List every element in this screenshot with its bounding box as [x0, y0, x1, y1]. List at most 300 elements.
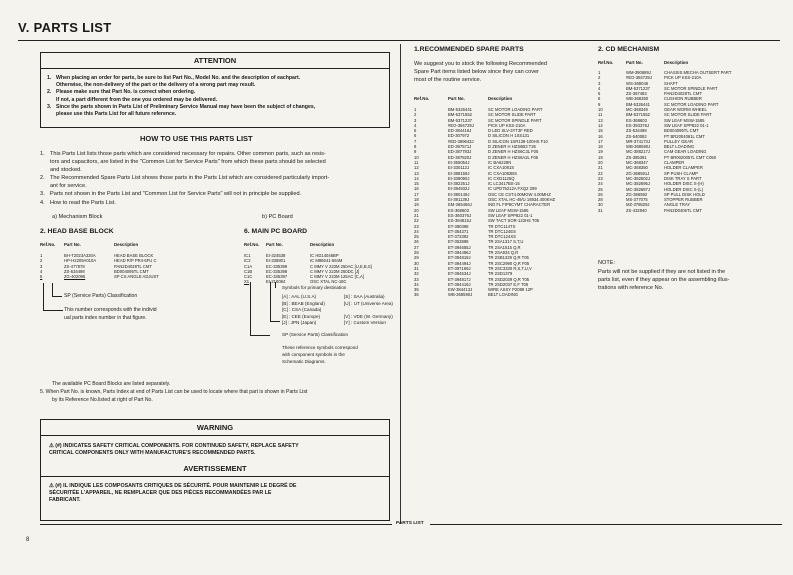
cell-ref: 4 [414, 122, 417, 128]
cell-ref: 29 [414, 255, 419, 261]
spare-intro-line: Spare Part items listed below since they can cover [414, 69, 539, 75]
item-number: 3. [40, 191, 45, 198]
cell-part: MC-382687J [626, 186, 650, 192]
cell-ref: 1 [40, 253, 43, 258]
cell-ref: 20 [598, 160, 603, 166]
cell-desc: CLAMPER [664, 160, 685, 166]
cell-ref: 19 [598, 154, 603, 160]
cell-part: ED-387783J [448, 149, 472, 155]
cell-desc: SW LEAF MSW-1585 [664, 117, 705, 123]
cell-ref: 4 [598, 85, 601, 91]
cell-part: WB-368590J [626, 144, 651, 150]
cell-part: EM-365466J [448, 202, 472, 208]
item-text: Parts not shown in the Parts List and "Common List for Service Parts" will not in principle be supplied. [50, 191, 302, 198]
cell-desc: TR DTC124XS [488, 234, 516, 240]
cell-desc: CAM GEAR LOADING [664, 149, 707, 155]
dest-item: [U] : UT (Universe Area) [344, 300, 393, 306]
ref-note-1: These reference symbols correspond [282, 345, 358, 350]
cell-ref: 28 [414, 250, 419, 256]
cell-ref: 30 [598, 202, 603, 208]
cell-ref: 6 [598, 96, 601, 102]
cell-desc: BD004095TL CMT [114, 268, 149, 274]
cell-desc: GEAR WORM WHEEL [664, 107, 707, 113]
howto-list [40, 150, 400, 207]
cell-desc: TR 2SD2039 Q,R T05 [488, 276, 530, 282]
cell-part: HP-H2209A010A [64, 258, 97, 264]
cell-part: ES-393376J [626, 122, 650, 128]
attention-box [40, 52, 390, 128]
cell-ref: 6 [414, 133, 417, 139]
dest-item: [V] : VDE (W. Germany) [344, 313, 393, 319]
item-number: 1. [40, 151, 45, 157]
cell-part: EI-394932J [448, 186, 470, 192]
column-header: Ref.No. [598, 60, 614, 65]
cell-ref: 32 [414, 271, 419, 277]
cell-part: EI-324538 [266, 253, 286, 258]
cell-desc: D SILICON H 1SS131 [488, 133, 530, 139]
cell-ref: 24 [598, 181, 603, 187]
cell-desc: TR 2SA934 Q,R [488, 250, 519, 256]
avertissement-heading: AVERTISSEMENT [183, 464, 247, 473]
warning-rule [41, 435, 389, 436]
cell-ref: 8 [414, 144, 417, 150]
cell-part: ED-307972 [448, 133, 470, 139]
table-header [40, 242, 163, 249]
item-text-cont: Otherwise, the non-delivery of the part or the delivery of a wrong part may result. [56, 82, 256, 89]
cell-ref: 26 [414, 239, 419, 245]
howto-line [40, 190, 400, 198]
cell-part: BM-5371552 [448, 112, 472, 118]
cell-part: ZS-367483 [626, 91, 647, 97]
cell-part: ET-394486J [448, 250, 471, 256]
warning-text-1: ⚠ (#) INDICATES SAFETY CRITICAL COMPONENTS. FOR CONTINUED SAFETY, REPLACE SAFETY [49, 443, 299, 449]
cell-part: MC-382695J [626, 181, 650, 187]
cell-part: ET-354371 [448, 228, 469, 234]
cell-ref: 28 [598, 197, 603, 203]
cell-desc: BD004095TL CMT [664, 128, 699, 134]
cell-ref: 24 [414, 228, 419, 234]
cell-part: ET-394655J [448, 244, 471, 250]
cell-ref: 19 [598, 149, 603, 155]
cell-desc: BELT LOADING [664, 144, 695, 150]
cell-desc: SC MOTOR SLIDE PART [488, 112, 536, 118]
cell-ref: 16 [414, 186, 419, 192]
cell-ref: 27 [414, 244, 419, 250]
index-instruction-2: by its Reference No.listed at right of Part No. [52, 397, 153, 403]
index-instruction-1: 5. When Part No. is known, Parts Index at end of Parts List can be used to locate where that part is shown in Parts List [40, 389, 308, 395]
sub-heading-mechanism: a) Mechanism Block [52, 214, 103, 220]
cell-part: WB-368590J [448, 292, 473, 298]
column-header: Description [664, 60, 689, 65]
cell-part: ZG-402095 [64, 274, 86, 280]
cell-desc: D ZENER H HZS6B3 T26 [488, 144, 536, 150]
cell-desc: CUSHION RUBBER [664, 96, 702, 102]
cell-part: EI-382251J [448, 181, 470, 187]
column-header: Ref.No. [414, 96, 430, 101]
index-note-2: ual parts index number in that figure. [64, 315, 147, 321]
cell-ref: 34 [414, 281, 419, 287]
cell-desc: PAN2D0406TL CMT [664, 207, 702, 213]
sub-heading-pcboard: b) PC Board [262, 214, 293, 220]
cd-mech-heading: 2. CD MECHANISM [598, 46, 660, 53]
cell-part: EI-355054J [448, 159, 470, 165]
cell-ref: 2 [40, 258, 43, 264]
column-header: Ref.No. [244, 242, 260, 247]
cell-desc: STOPPER RUBBER [664, 197, 703, 203]
dest-item: [A] : AAL (U.S.A) [282, 294, 317, 299]
footer-label: PARTS LIST [396, 521, 424, 526]
cell-ref: 2 [598, 75, 601, 81]
cell-part: ET-394419J [448, 281, 471, 287]
cell-desc: SC MOTOR LOADING PART [488, 107, 543, 112]
cell-ref: 33 [414, 276, 419, 282]
cell-ref: 23 [598, 175, 603, 181]
title-rule [18, 40, 780, 41]
item-text-cont: please use this Parts List for all future reference. [56, 111, 177, 118]
sp-pointer-line [270, 282, 280, 322]
cell-ref: 15 [414, 181, 419, 187]
cell-ref: 16 [598, 133, 603, 139]
cell-desc: TR 2SA1515 Q,R [488, 244, 521, 250]
cell-desc: SP CS ANGLE ADJUST [114, 274, 159, 280]
cell-ref: 4 [40, 268, 43, 274]
warning-text-2: CRITICAL COMPONENTS ONLY WITH MANUFACTURE'S RECOMMENDED PARTS. [49, 450, 256, 456]
cell-ref: 14 [414, 175, 419, 181]
cell-ref: 21 [414, 212, 419, 218]
column-header: Description [488, 96, 513, 101]
cell-ref: 3 [598, 80, 601, 86]
attention-item [47, 75, 389, 89]
cell-part: ET-394494J [448, 260, 471, 266]
cell-ref: 21 [598, 165, 603, 171]
cell-ref: 20 [414, 207, 419, 213]
cell-desc: SW TACT SOR-123HS T05 [488, 218, 540, 224]
cell-ref: IC1 [244, 253, 251, 258]
cell-desc: SC MOTOR SPINDLE PART [488, 117, 542, 123]
cell-ref: 5 [598, 91, 601, 97]
cell-desc: TR 2SB1329 Q,R T05 [488, 255, 529, 261]
warning-box [40, 419, 390, 521]
cell-ref: 31 [414, 265, 419, 271]
cell-desc: C MMY V 223M 125AC [C,A] [310, 274, 364, 280]
cell-part: MC-388217J [626, 149, 650, 155]
cell-part: MC-382602J [626, 175, 650, 181]
cell-desc: C MMY V 223M 250AC [U,E,B,S] [310, 263, 372, 269]
cell-ref: 36 [414, 292, 419, 298]
page-number: 8 [26, 537, 30, 543]
cell-ref: 25 [414, 234, 419, 240]
cell-desc: IC HD14046BP [310, 253, 339, 258]
cell-part: ET-394534J [448, 271, 471, 277]
cell-part: ET-353898 [448, 239, 469, 245]
cell-desc: PT BR2004061L CMT [664, 133, 705, 139]
cell-part: #EO-384729J [626, 75, 652, 81]
cell-part: ZS-477878 [64, 263, 85, 269]
spare-table [414, 96, 559, 298]
cell-desc: BELT LOADING [488, 292, 519, 298]
column-divider [400, 44, 401, 524]
cell-ref: 9 [598, 101, 601, 107]
cell-desc: HEAD BASE BLOCK [114, 253, 154, 258]
cell-desc: OSC CE CST4.00MGW 4.00MHZ [488, 191, 551, 197]
cell-ref: 11 [414, 159, 419, 165]
cell-desc: IC LC3417BS-15 [488, 181, 520, 187]
column-header: Description [114, 242, 139, 247]
cell-desc: IC BA6229N [488, 159, 512, 165]
cell-desc: WIRE ASSY P2089 12P [488, 287, 533, 293]
cell-part: MC-368350 [626, 165, 648, 171]
attention-heading: ATTENTION [193, 56, 237, 65]
cell-ref: 13 [414, 170, 419, 176]
cell-part: EI-338090J [448, 175, 470, 181]
main-pc-table [244, 242, 376, 285]
cell-desc: SW LEAF SPP822 01-1 [664, 122, 709, 128]
cell-part: BM-5371552 [626, 112, 650, 118]
table-row [40, 274, 163, 279]
cell-desc: HOLDER DISC S-(L) [664, 186, 704, 192]
cell-desc: IC CXA1081S [488, 165, 515, 171]
cell-part: ED-384416J [448, 128, 472, 134]
ref-note-2: with component symbols in the [282, 352, 345, 357]
cell-desc: TR 2SC3330 R,S,T,U,V [488, 265, 532, 271]
cell-ref: 26 [598, 191, 603, 197]
dest-legend [282, 294, 402, 327]
cell-desc: SC MOTOR LOADING PART [664, 101, 719, 107]
cell-part: ZS-534498 [64, 268, 85, 274]
howto-line [40, 166, 400, 174]
cell-part: EI-336801 [266, 258, 286, 264]
index-pointer-line [43, 283, 63, 311]
column-header: Description [310, 242, 335, 247]
cell-part: ES-368603 [626, 117, 647, 123]
cell-desc: IC UPD75212A FXQ2 299 [488, 186, 537, 192]
item-number: 3. [47, 103, 52, 110]
sp-classification-label: SP (Service Parts) Classification [64, 293, 138, 299]
cell-desc: TR 2SD2037 E,F T05 [488, 281, 529, 287]
cell-ref: 2 [414, 112, 417, 118]
cell-desc: SC MOTOR SPINDLE PART [664, 85, 718, 91]
item-number: 2. [47, 89, 52, 96]
main-pc-heading: 6. MAIN PC BOARD [244, 228, 308, 235]
spare-intro [414, 60, 547, 84]
cell-desc: ANGLE TRAY [664, 202, 691, 208]
cell-ref: 7 [414, 138, 417, 144]
howto-line [40, 158, 400, 166]
spare-intro-line: most of the routine service. [414, 77, 482, 83]
cd-mech-rows [598, 70, 735, 213]
cell-desc: PAN2D4028TL CMT [664, 91, 702, 97]
cd-mech-table [598, 60, 735, 213]
spare-rows [414, 107, 559, 298]
item-text: When placing an order for parts, be sure to list Part No., Model No. and the description of eachpart. [56, 75, 301, 81]
note-title: NOTE: [598, 260, 616, 266]
item-number: 2. [40, 175, 45, 182]
howto-line [40, 174, 400, 182]
howto-line [40, 150, 400, 158]
cell-desc: D ZENER H HZS6C3L F05 [488, 149, 539, 155]
spare-intro-line: We suggest you to stock the following Recommended [414, 61, 547, 67]
cell-ref: 10 [598, 107, 603, 113]
cell-ref: 35 [414, 287, 419, 293]
item-text: ant for service. [50, 183, 87, 190]
cell-desc: D SILICON 1SR139-100HS F10 [488, 138, 548, 144]
cell-desc: C MMY V 223M 250DC [J] [310, 268, 360, 274]
cell-part: ZS-540082 [626, 133, 647, 139]
note-body [598, 268, 730, 292]
cell-desc: CHASSIS MECHA OUTSERT PART [664, 70, 732, 75]
cell-desc: SW LEAF SPP822 01-1 [488, 212, 533, 218]
cell-desc: IC CXD1125Q [488, 175, 515, 181]
cell-part: BM-5371237 [626, 85, 650, 91]
cell-part: EI-216084 [266, 279, 286, 285]
warning-heading: WARNING [196, 423, 234, 432]
cell-part: BM-5371237 [448, 117, 472, 123]
cell-part: ED-397571J [448, 144, 472, 150]
cell-part: ET-373392 [448, 234, 469, 240]
cell-part: ZS-432940 [626, 207, 647, 213]
cell-desc: TR 2SA1317 S,T,U [488, 239, 524, 245]
cell-desc: SC MOTOR SLIDE PART [664, 112, 712, 118]
cell-ref: 18 [598, 144, 603, 150]
head-base-table [40, 242, 163, 279]
dest-heading: Symbols for primary destination [282, 285, 347, 290]
dest-item: [S] : SAA (Australia) [344, 294, 385, 299]
cell-ref: 18 [414, 197, 419, 203]
column-header: Part No. [266, 242, 283, 247]
cell-part: ED-387820J [448, 154, 472, 160]
cell-part: ZG-368591J [626, 170, 650, 176]
dest-item: [B] : BEAB (England) [282, 300, 325, 306]
cell-desc: SW LEAF MSW-1585 [488, 207, 529, 213]
attention-rule [41, 68, 389, 69]
item-text: How to read the Parts List. [50, 199, 116, 206]
howto-heading: HOW TO USE THIS PARTS LIST [140, 134, 253, 143]
head-base-heading: 2. HEAD BASE BLOCK [40, 228, 114, 235]
cell-desc: IC CXA1082BS [488, 170, 517, 176]
cell-part: #ED-389643J [448, 138, 474, 144]
cell-part: ET-397169J [448, 265, 471, 271]
footer-rule-right [430, 524, 782, 525]
item-text: The Recommended Spare Parts List shows those parts in the Parts List which are considered particularly import- [50, 175, 330, 182]
cell-ref: 22 [414, 218, 419, 224]
cell-part: EI-390149J [448, 191, 470, 197]
table-header [244, 242, 376, 249]
cell-ref: 14 [598, 122, 603, 128]
dest-item: [Y] : Custom Version [344, 320, 386, 326]
attention-list [47, 75, 389, 118]
dest-pointer-line [275, 282, 281, 288]
item-text: Please make sure that Part No. is correct when ordering. [56, 89, 196, 96]
avertissement-text-2: SÉCURITÉE L'APPAREIL, NE REMPLACER QUE DES PIÈCES RECOMMANDÉES PAR LE [49, 490, 272, 496]
cell-ref: 5 [414, 128, 417, 134]
cell-ref: 17 [414, 191, 419, 197]
cell-ref: 13 [598, 117, 603, 123]
cell-desc: SHAFT [664, 80, 678, 86]
avertissement-rule [41, 476, 389, 477]
item-text: Since the parts shown in Parts List of Preliminary Service Manual may have been the subject of changes, [56, 103, 316, 110]
dest-item: [C] : CSA (Canada) [282, 307, 322, 313]
attention-item [47, 89, 389, 103]
cell-part: EC-335399 [266, 263, 288, 269]
note-line: trations with reference No. [598, 285, 664, 291]
cell-part: ET-394819J [448, 255, 471, 261]
cell-part: ET-394817J [448, 276, 471, 282]
cell-desc: D ZENER H HZS6A2L F05 [488, 154, 539, 160]
cell-part: EI-330112J [448, 165, 470, 171]
cell-ref: 11 [598, 112, 603, 118]
column-header: Part No. [64, 242, 81, 247]
item-number: 4. [40, 199, 45, 206]
table-row [598, 208, 735, 213]
cell-ref: 30 [414, 260, 419, 266]
cell-ref: 10 [414, 154, 419, 160]
cell-ref: 22 [598, 170, 603, 176]
cell-ref: 12 [414, 165, 419, 171]
cell-desc: HOLDER DISC S-(H) [664, 181, 704, 187]
cell-part: #EO-384729J [448, 122, 474, 128]
cell-part: EI-391139J [448, 197, 470, 203]
table-header [598, 60, 735, 67]
cell-desc: TR DTC114TS [488, 223, 516, 229]
cell-ref: 3 [414, 117, 417, 123]
cell-part: ET-380398 [448, 223, 469, 229]
cell-ref: C1A [244, 263, 253, 269]
pcboard-note: The available PC Board Blocks are listed separately. [52, 381, 171, 387]
cell-ref: 9 [414, 149, 417, 155]
cell-part: MR-374173J [626, 138, 650, 144]
howto-line [40, 182, 400, 190]
cell-desc: SP PULL DISK HOLD [664, 191, 705, 197]
cell-ref: 3 [40, 263, 43, 269]
cell-desc: SP PUSH CLAMP [664, 170, 698, 176]
cell-part: EI-388159J [448, 170, 470, 176]
avertissement-text-1: ⚠ (#) IL INDIQUE LES COMPOSANTS CRITIQUES DE SÉCURITÉ. POUR MAINTENIR LE DEGRÉ DE [49, 483, 297, 489]
cell-ref: X1 [244, 279, 250, 285]
cell-ref: C1B [244, 268, 253, 274]
cell-desc: DISK TRAY S PART [664, 175, 702, 181]
cell-ref: 5 [40, 274, 43, 280]
cell-ref: IC2 [244, 258, 251, 264]
cell-ref: 23 [414, 223, 419, 229]
item-text: This Parts List lists those parts which are considered necessary for repairs. Other common parts, such as resis- [50, 151, 326, 157]
cell-ref: 1 [414, 107, 417, 112]
cell-desc: D LED SLV-3YT3F RED [488, 128, 533, 134]
cell-desc: PICK UP KSS-210A [664, 75, 702, 81]
cell-part: ES-360376J [448, 212, 472, 218]
dest-item: [E] : CEE (Europe) [282, 313, 321, 319]
cell-part: ZG-366592 [626, 191, 648, 197]
cell-desc: TR DTC124ES [488, 228, 516, 234]
cell-desc: PULLEY GEAR [664, 138, 694, 144]
item-text: and stocked. [50, 167, 82, 174]
cell-part: WS-368046 [626, 80, 649, 86]
cell-desc: IND FL FIP9CYMT CHARACTER [488, 202, 551, 208]
howto-line [40, 199, 400, 207]
cell-part: MC-368349 [626, 107, 648, 113]
cell-desc: TR 2SC2990 Q,R F05 [488, 260, 530, 266]
table-row [414, 292, 559, 297]
item-text-cont: If not, a part different from the one you ordered may be delivered. [56, 96, 218, 103]
cell-desc: OSC XTAL HC-49/U 16934.400KHZ [488, 197, 556, 203]
cell-part: BM-5326441 [448, 107, 472, 112]
cell-part: MZ-378829J [626, 202, 650, 208]
spare-heading: 1.RECOMMENDED SPARE PARTS [414, 46, 524, 53]
cell-desc: HEAD R/P PR4-6FU C [114, 258, 157, 264]
column-header: Part No. [626, 60, 643, 65]
footer-rule-left [40, 524, 392, 525]
table-header [414, 96, 559, 103]
cell-part: ES-394815J [448, 218, 472, 224]
